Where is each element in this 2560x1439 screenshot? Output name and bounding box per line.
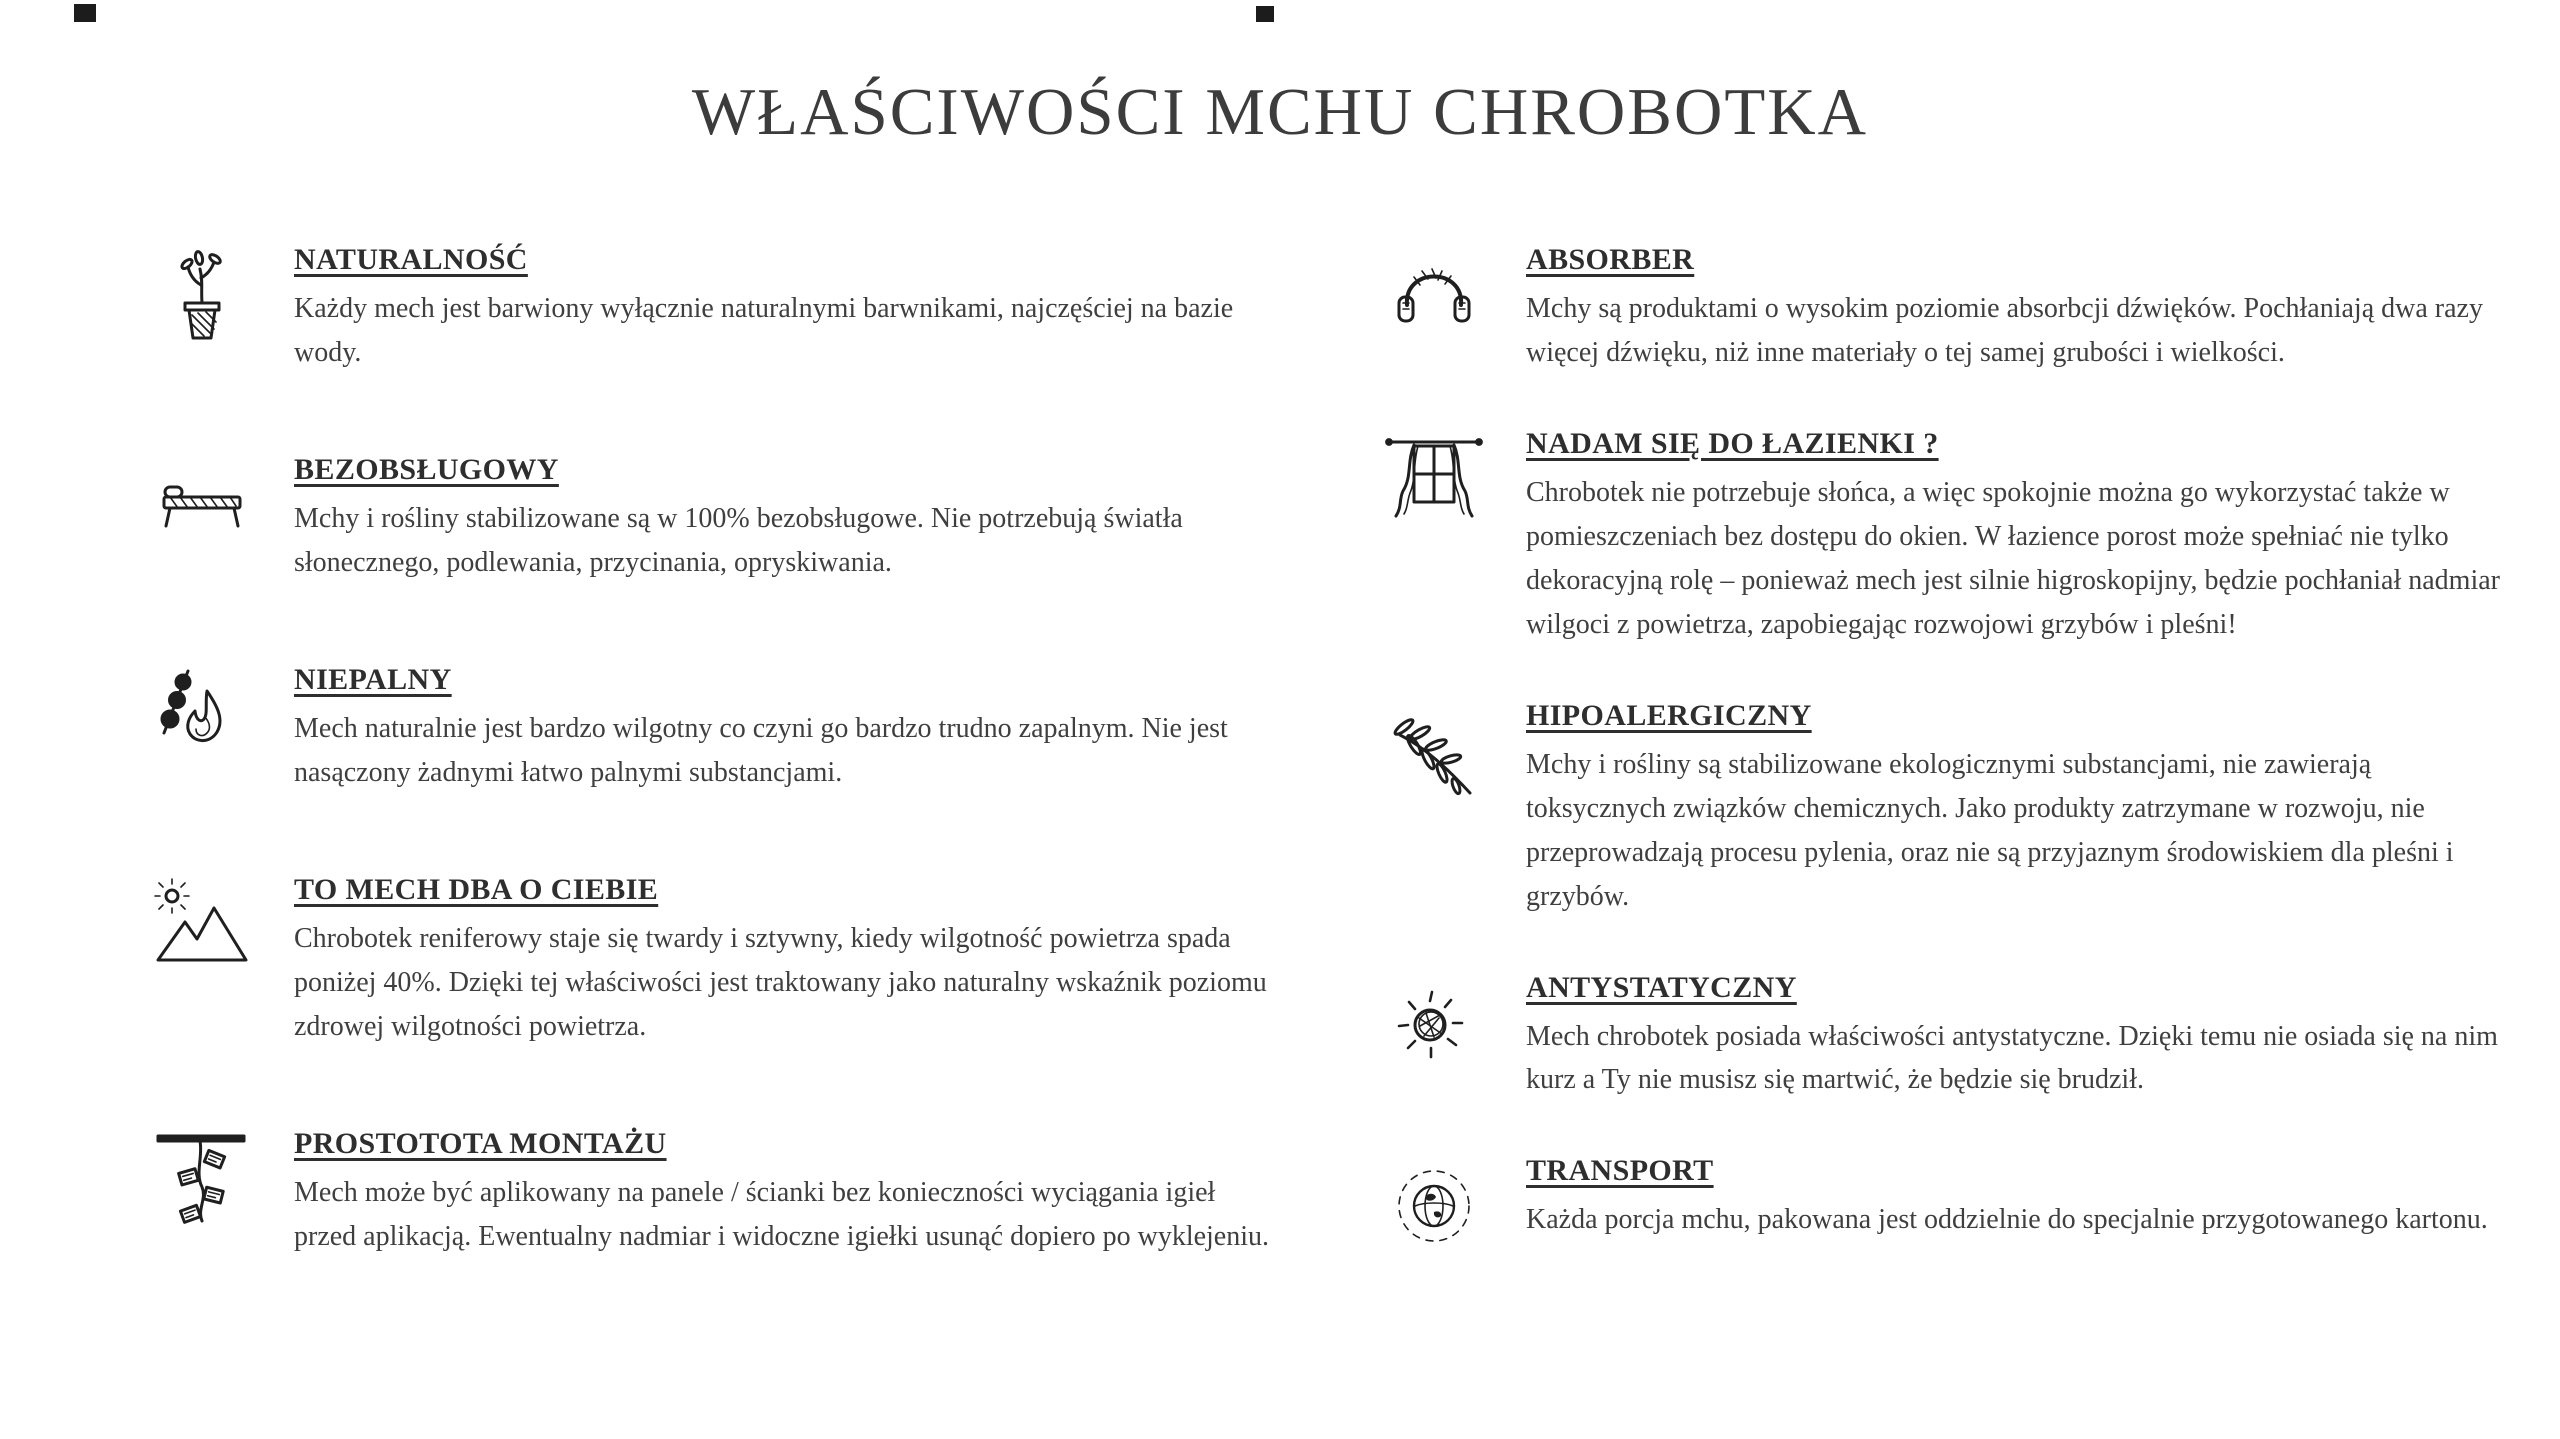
feature-grid <box>0 243 2560 1336</box>
feature-body: Każdy mech jest barwiony wyłącznie naturalnymi barwnikami, najczęściej na bazie wody. <box>294 293 1234 368</box>
feature-item-bezobslugowy <box>150 453 1340 585</box>
hanging-tags-icon <box>150 1127 254 1229</box>
headphones-icon <box>1382 243 1486 345</box>
fern-leaf-icon <box>1382 699 1486 801</box>
mountains-sun-icon <box>150 873 254 975</box>
feature-item-prostota-montazu <box>150 1127 1340 1259</box>
page-title: WŁAŚCIWOŚCI MCHU CHROBOTKA <box>691 75 1869 149</box>
feature-heading: ANTYSTATYCZNY <box>1526 970 1797 1004</box>
feature-heading: NATURALNOŚĆ <box>294 243 528 276</box>
feature-heading: TRANSPORT <box>1526 1154 1714 1188</box>
feature-item-antystatyczny <box>1382 971 2552 1103</box>
feature-heading: NIEPALNY <box>294 662 452 696</box>
feature-body: Mech naturalnie jest bardzo wilgotny co czyni go bardzo trudno zapalnym. Nie jest nasączony żadnymi łatwo palnymi substancjami. <box>294 712 1228 788</box>
feature-heading: NADAM SIĘ DO ŁAZIENKI ? <box>1526 426 1939 460</box>
feature-heading: BEZOBSŁUGOWY <box>294 452 559 486</box>
globe-icon <box>1382 1154 1486 1256</box>
sun-scribble-icon <box>1382 971 1486 1073</box>
feature-item-lazienka <box>1382 427 2552 647</box>
feature-item-transport <box>1382 1154 2552 1256</box>
feature-item-hipoalergiczny <box>1382 699 2552 919</box>
feature-body: Mech może być aplikowany na panele / ścianki bez konieczności wyciągania igieł przed aplikacją. Ewentualny nadmiar i widoczne igiełki usunąć dopiero po wyklejeniu. <box>294 1176 1270 1252</box>
window-curtains-icon <box>1382 427 1486 529</box>
feature-body: Chrobotek reniferowy staje się twardy i sztywny, kiedy wilgotność powietrza spada poniżej 40%. Dzięki tej właściwości jest traktowany jako naturalny wskaźnik poziomu zdrowej wilgotności powietrza. <box>294 922 1267 1042</box>
feature-item-to-mech-dba-o-ciebie <box>150 873 1340 1049</box>
feature-body: Mchy są produktami o wysokim poziomie absorbcji dźwięków. Pochłaniają dwa razy więcej dźwięku, niż inne materiały o tej samej grubości i wielkości. <box>1526 293 2483 368</box>
crop-mark <box>74 4 96 22</box>
feature-body: Mech chrobotek posiada właściwości antystatyczne. Dzięki temu nie osiada się na nim kurz a Ty nie musisz się martwić, że będzie się brudził. <box>1526 1020 2498 1096</box>
feature-item-naturalnosc <box>150 243 1340 375</box>
feature-heading: ABSORBER <box>1526 243 1695 276</box>
left-column <box>150 243 1340 1336</box>
skewer-flame-icon <box>150 663 254 765</box>
feature-heading: HIPOALERGICZNY <box>1526 698 1812 732</box>
feature-body: Każda porcja mchu, pakowana jest oddzielnie do specjalnie przygotowanego kartonu. <box>1526 1204 2488 1236</box>
bed-icon <box>150 453 254 555</box>
feature-body: Chrobotek nie potrzebuje słońca, a więc spokojnie można go wykorzystać także w pomieszczeniach bez dostępu do okien. W łazience porost może spełniać nie tylko dekoracyjną rolę – ponieważ mech jest silnie higroskopijny, będzie pochłaniał nadmiar wilgoci z powietrza, zapobiegając rozwojowi grzybów i pleśni! <box>1526 476 2500 640</box>
feature-heading: PROSTOTOTA MONTAŻU <box>294 1126 667 1160</box>
feature-item-absorber <box>1382 243 2552 375</box>
plant-pot-icon <box>150 243 254 345</box>
feature-body: Mchy i rośliny stabilizowane są w 100% bezobsługowe. Nie potrzebują światła słonecznego, podlewania, przycinania, opryskiwania. <box>294 502 1183 578</box>
right-column <box>1382 243 2552 1336</box>
crop-mark <box>1256 6 1274 22</box>
feature-item-niepalny <box>150 663 1340 795</box>
feature-heading: TO MECH DBA O CIEBIE <box>294 872 659 906</box>
feature-body: Mchy i rośliny są stabilizowane ekologicznymi substancjami, nie zawierają toksycznych związków chemicznych. Jako produkty zatrzymane w rozwoju, nie przeprowadzają procesu pylenia, oraz nie są przyjaznym środowiskiem dla pleśni i grzybów. <box>1526 748 2454 912</box>
